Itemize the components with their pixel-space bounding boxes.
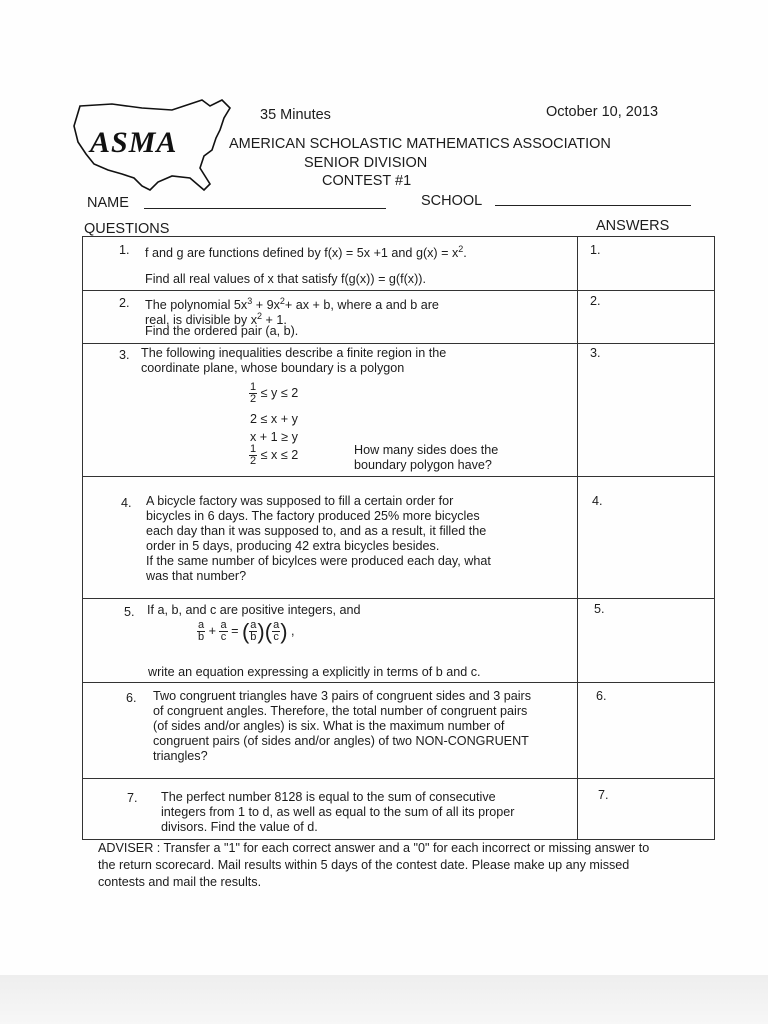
question-number: 2. <box>119 296 130 310</box>
answer-column-divider <box>577 236 578 840</box>
question-6-line: Two congruent triangles have 3 pairs of congruent sides and 3 pairs <box>153 689 532 703</box>
question-6-line: congruent pairs (of sides and/or angles) of two NON-CONGRUENT <box>153 734 529 748</box>
inequality-4: $\frac{1}{2}$ ≤ x ≤ 2 <box>250 443 299 467</box>
answer-2-box[interactable]: 2. <box>590 294 601 308</box>
question-number: 1. <box>119 243 130 257</box>
inequality-3: x + 1 ≥ y <box>250 430 298 444</box>
question-1-line-1: f and g are functions defined by f(x) = 5x +1 and $g(x) = x^2$. <box>145 244 467 261</box>
question-2-line-3: Find the ordered pair (a, b). <box>145 324 299 338</box>
question-number: 7. <box>127 791 138 805</box>
fraction: $\frac{a}{c}$ <box>273 619 280 643</box>
answer-6-box[interactable]: 6. <box>596 689 607 703</box>
question-2-line-1: The polynomial $5x^3 + 9x^2+$ ax + b, where a and b are <box>145 296 439 313</box>
answers-label: ANSWERS <box>596 218 670 234</box>
fraction: $\frac{1}{2}$ <box>250 381 257 405</box>
inequality-2: 2 ≤ x + y <box>250 412 298 426</box>
question-5-line-3: write an equation expressing a explicitly in terms of b and c. <box>148 665 481 679</box>
row-divider <box>82 476 715 477</box>
fraction: $\frac{a}{b}$ <box>250 619 257 643</box>
answer-1-box[interactable]: 1. <box>590 243 601 257</box>
name-label: NAME <box>87 195 129 211</box>
row-divider <box>82 598 715 599</box>
question-3-line-1: The following inequalities describe a finite region in the <box>141 346 447 360</box>
fraction: $\frac{a}{b}$ <box>198 619 205 643</box>
question-5-equation: $\frac{a}{b}$ + $\frac{a}{c}$ = ( $\frac{a}{b}$ )( $\frac{a}{c}$ ) , <box>198 618 295 644</box>
question-4-line: order in 5 days, producing 42 extra bicycles besides. <box>146 539 440 553</box>
question-number: 4. <box>121 496 132 510</box>
question-4-line: was that number? <box>146 569 247 583</box>
question-4-line: bicycles in 6 days. The factory produced 25% more bicycles <box>146 509 480 523</box>
question-2-line-2: real, is divisible by $x^2 + 1$. <box>145 311 287 328</box>
adviser-note-line: ADVISER : Transfer a "1" for each correct answer and a "0" for each incorrect or missing answer to <box>98 841 650 855</box>
question-7-line: divisors. Find the value of d. <box>161 820 318 834</box>
question-4-line: each day than it was supposed to, and as a result, it filled the <box>146 524 487 538</box>
inequality-1: $\frac{1}{2}$ ≤ y ≤ 2 <box>250 381 299 405</box>
question-6-line: of congruent angles. Therefore, the total number of congruent pairs <box>153 704 528 718</box>
answer-3-box[interactable]: 3. <box>590 346 601 360</box>
question-number: 5. <box>124 605 135 619</box>
adviser-note-line: contests and mail the results. <box>98 875 262 889</box>
question-7-line: integers from 1 to d, as well as equal to the sum of all its proper <box>161 805 515 819</box>
contest-number: CONTEST #1 <box>322 173 412 189</box>
school-label: SCHOOL <box>421 193 483 209</box>
row-divider <box>82 343 715 344</box>
question-4-line: If the same number of bicylces were produced each day, what <box>146 554 491 568</box>
duration: 35 Minutes <box>260 107 331 123</box>
question-3-ask-1: How many sides does the <box>354 443 499 457</box>
question-number: 3. <box>119 348 130 362</box>
division: SENIOR DIVISION <box>304 155 428 171</box>
question-4-line: A bicycle factory was supposed to fill a certain order for <box>146 494 454 508</box>
school-field-line[interactable] <box>495 205 691 206</box>
org-name: AMERICAN SCHOLASTIC MATHEMATICS ASSOCIATION <box>229 136 611 152</box>
question-3-line-2: coordinate plane, whose boundary is a polygon <box>141 361 405 375</box>
contest-date: October 10, 2013 <box>546 104 659 120</box>
answer-4-box[interactable]: 4. <box>592 494 603 508</box>
adviser-note-line: the return scorecard. Mail results within 5 days of the contest date. Please make up any missed <box>98 858 630 872</box>
scan-edge <box>0 975 768 1024</box>
fraction: $\frac{a}{c}$ <box>220 619 227 643</box>
name-field-line[interactable] <box>144 208 386 209</box>
question-6-line: (of sides and/or angles) is six. What is the maximum number of <box>153 719 505 733</box>
answer-5-box[interactable]: 5. <box>594 602 605 616</box>
question-7-line: The perfect number 8128 is equal to the sum of consecutive <box>161 790 496 804</box>
row-divider <box>82 290 715 291</box>
question-6-line: triangles? <box>153 749 208 763</box>
logo-text: ASMA <box>90 126 178 159</box>
question-1-line-2: Find all real values of x that satisfy f(g(x)) = g(f(x)). <box>145 272 426 286</box>
question-3-ask-2: boundary polygon have? <box>354 458 492 472</box>
row-divider <box>82 682 715 683</box>
question-5-line-1: If a, b, and c are positive integers, and <box>147 603 361 617</box>
questions-label: QUESTIONS <box>84 221 170 237</box>
fraction: $\frac{1}{2}$ <box>250 443 257 467</box>
row-divider <box>82 778 715 779</box>
answer-7-box[interactable]: 7. <box>598 788 609 802</box>
question-number: 6. <box>126 691 137 705</box>
